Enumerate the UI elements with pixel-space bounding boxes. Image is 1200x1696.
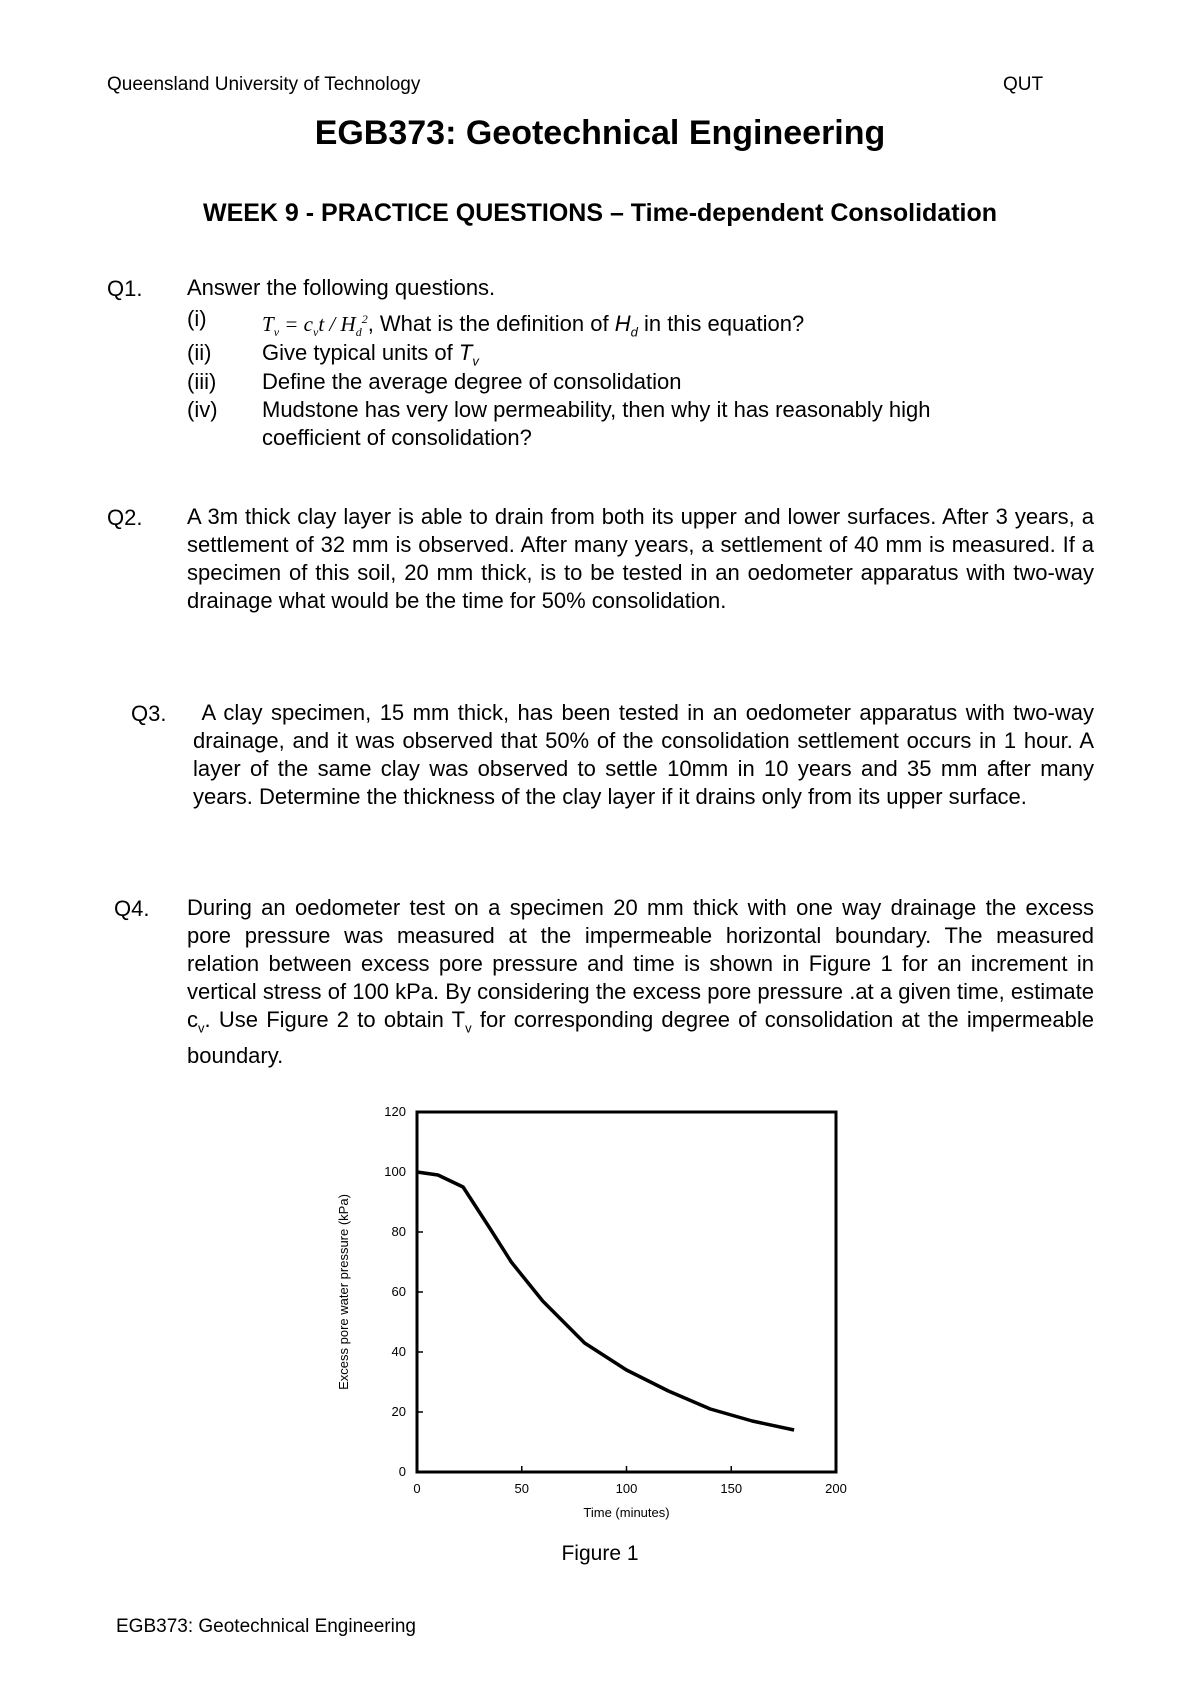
y-tick-label: 20 [391,1404,406,1419]
page-subtitle: WEEK 9 - PRACTICE QUESTIONS – Time-dependent Consolidation [202,199,998,227]
q3-text: A clay specimen, 15 mm thick, has been tested in an oedometer apparatus with two-way drainage, and it was observed that 50% of the consolidation settlement occurs in 1 hour. A layer of the same clay was observed to settle 10mm in 10 years and 35 mm after many years. Determine the thickness of the clay layer if it drains only from its upper surface. [193,700,1094,809]
figure-1-chart [330,1100,870,1540]
header-short: QUT [1003,74,1044,95]
series-line [417,1172,794,1430]
x-tick-label: 50 [514,1481,529,1496]
header-institution: Queensland University of Technology [107,74,421,95]
x-tick-label: 0 [413,1481,421,1496]
q1-item-i-num: (i) [187,306,207,331]
q1-item-ii-num: (ii) [187,340,212,365]
q4-text: During an oedometer test on a specimen 20 mm thick with one way drainage the excess pore pressure was measured at the impermeable horizontal boundary. The measured relation between excess pore pressure and time is shown in Figure 1 for an increment in vertical stress of 100 kPa. By considering the excess pore pressure .at a given time, estimate $c_v$. Use Figure 2 to obtain $T_v$ for corresponding degree of consolidation at the impermeable boundary. [187,895,1094,1069]
equation: $T_v = c_vt / H_d^2$ [262,312,368,340]
q2-label: Q2. [107,505,143,530]
q1-item-ii-text: Give typical units of $T_v$ [262,340,479,369]
q2-text: A 3m thick clay layer is able to drain from both its upper and lower surfaces. After 3 years, a settlement of 32 mm is observed. After many years, a settlement of 40 mm is measured. If a specimen of this soil, 20 mm thick, is to be tested in an oedometer apparatus with two-way drainage what would be the time for 50% consolidation. [187,504,1094,613]
q4-label: Q4. [114,896,150,921]
x-tick-label: 100 [615,1481,638,1496]
page-title: EGB373: Geotechnical Engineering [314,114,886,152]
q1-intro: Answer the following questions. [187,275,496,300]
q1-item-i-text: $T_v = c_vt / H_d^2$, What is the definition of $H_d$ in this equation? [262,311,805,340]
y-tick-label: 0 [398,1464,406,1479]
y-axis-label: Excess pore water pressure (kPa) [336,1194,351,1390]
y-tick-label: 100 [384,1164,406,1179]
q1-item-iv-text: Mudstone has very low permeability, then why it has reasonably high [262,397,931,422]
q1-label: Q1. [107,276,143,301]
q1-item-iii-text: Define the average degree of consolidation [262,369,682,394]
y-tick-label: 80 [391,1224,406,1239]
plot-frame [417,1112,836,1472]
x-axis-label: Time (minutes) [583,1505,670,1520]
q1-item-iii-num: (iii) [187,369,217,394]
q1-item-iv-num: (iv) [187,397,218,422]
x-tick-label: 200 [825,1481,847,1496]
q1-item-iv-text-cont: coefficient of consolidation? [262,425,532,450]
q3-label: Q3. [131,701,167,726]
y-tick-label: 60 [391,1284,406,1299]
x-tick-label: 150 [720,1481,743,1496]
y-tick-label: 40 [391,1344,406,1359]
y-tick-label: 120 [384,1104,406,1119]
figure-1-caption: Figure 1 [561,1542,639,1565]
footer: EGB373: Geotechnical Engineering [116,1616,416,1637]
